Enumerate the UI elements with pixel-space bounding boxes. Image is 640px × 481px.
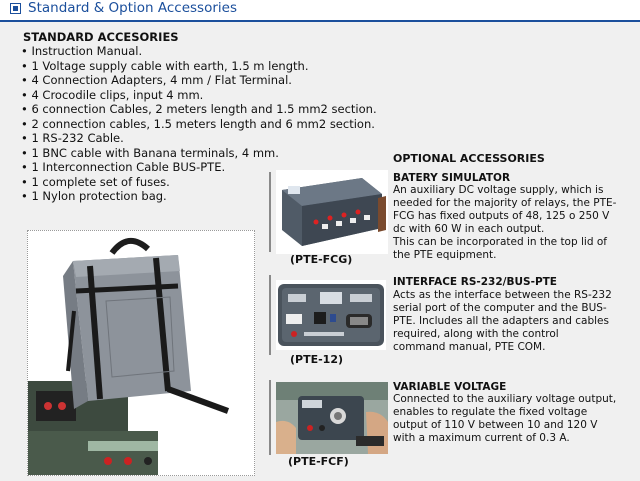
pte-12-caption: (PTE-12) [290,353,344,366]
description-line: needed for the majority of relays, the PTE- [393,197,617,209]
description-line: serial port of the computer and the BUS- [393,302,607,314]
section-divider [269,172,271,252]
description-line: required, along with the control [393,328,559,340]
description-line: PTE. Includes all the adapters and cables [393,315,609,327]
interface-module-illustration [276,280,386,350]
battery-simulator-title: BATERY SIMULATOR [393,172,511,184]
list-item: • Instruction Manual. [21,44,377,59]
protection-bag-illustration [28,231,254,475]
description-line: Acts as the interface between the RS-232 [393,289,612,301]
battery-simulator-description [393,184,633,262]
description-line: This can be incorporated in the top lid of [393,236,607,248]
battery-simulator-illustration [276,170,388,254]
page-title: Standard & Option Accessories [28,0,237,16]
square-bullet-icon [10,3,21,14]
section-divider [269,275,271,355]
description-line: output of 110 V between 10 and 120 V [393,419,598,431]
section-header [0,0,640,22]
pte-fcf-photo [276,382,388,454]
interface-rs232-description [393,289,633,354]
variable-voltage-illustration [276,382,388,454]
list-item: • 4 Crocodile clips, input 4 mm. [21,88,377,103]
variable-voltage-title: VARIABLE VOLTAGE [393,381,507,393]
standard-accessories-title: STANDARD ACCESORIES [23,30,179,44]
description-line: the PTE equipment. [393,249,497,261]
list-item: • 1 Interconnection Cable BUS-PTE. [21,160,377,175]
pte-fcg-caption: (PTE-FCG) [290,253,353,266]
optional-accessories-title: OPTIONAL ACCESSORIES [393,152,545,165]
protection-bag-photo [27,230,255,476]
list-item: • 1 Nylon protection bag. [21,189,377,204]
list-item: • 1 BNC cable with Banana terminals, 4 mm. [21,146,377,161]
variable-voltage-description [393,393,633,445]
description-line: dc with 60 W in each output. [393,223,545,235]
list-item: • 4 Connection Adapters, 4 mm / Flat Terminal. [21,73,377,88]
list-item: • 2 connection cables, 1.5 meters length and 6 mm2 section. [21,117,377,132]
description-line: Connected to the auxiliary voltage output, [393,393,617,405]
interface-rs232-title: INTERFACE RS-232/BUS-PTE [393,276,557,288]
pte-fcf-caption: (PTE-FCF) [288,455,349,468]
pte-fcg-photo [276,170,388,254]
description-line: enables to regulate the fixed voltage [393,406,588,418]
list-item: • 1 complete set of fuses. [21,175,377,190]
description-line: with a maximum current of 0.3 A. [393,432,570,444]
list-item: • 1 RS-232 Cable. [21,131,377,146]
pte-12-photo [276,280,386,350]
description-line: An auxiliary DC voltage supply, which is [393,184,604,196]
list-item: • 6 connection Cables, 2 meters length and 1.5 mm2 section. [21,102,377,117]
description-line: command manual, PTE COM. [393,341,546,353]
section-divider [269,380,271,455]
description-line: FCG has fixed outputs of 48, 125 o 250 V [393,210,610,222]
list-item: • 1 Voltage supply cable with earth, 1.5 m length. [21,59,377,74]
